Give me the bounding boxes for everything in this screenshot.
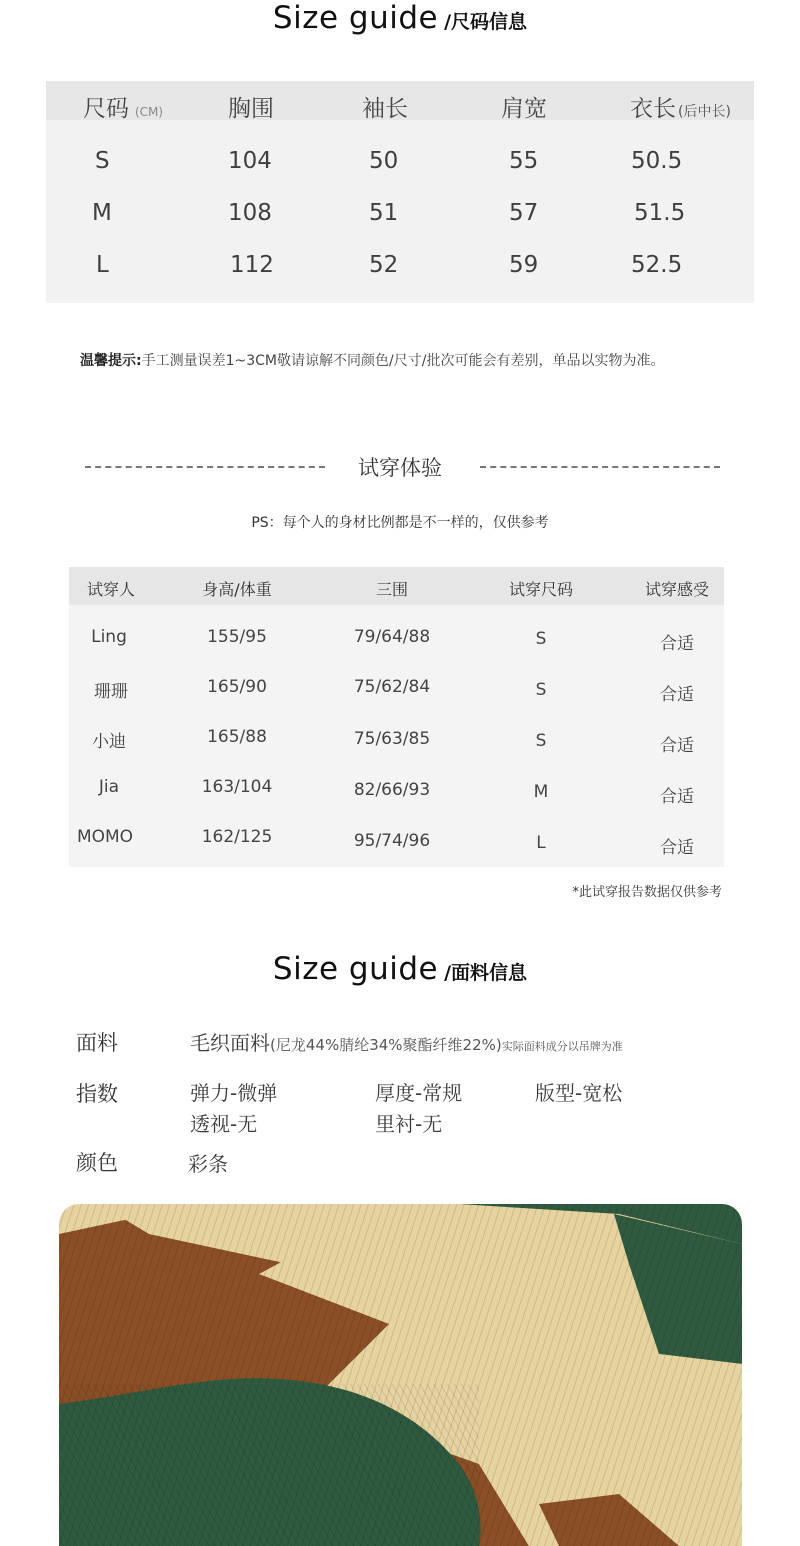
header-size — [83, 90, 163, 123]
size-row-0-shoulder: 55 — [509, 148, 539, 174]
tryon-ps-note: PS：每个人的身材比例都是不一样的，仅供参考 — [251, 515, 549, 531]
tryon-row-0-measurements: 79/64/88 — [353, 627, 431, 647]
knit-texture-fuzz — [59, 1384, 479, 1546]
tryon-row-0-height-weight: 155/95 — [207, 627, 267, 647]
tryon-row-2-person: 小迪 — [92, 732, 126, 752]
tryon-row-4-height-weight: 162/125 — [201, 827, 273, 847]
index-transparency: 透视-无 — [190, 1112, 258, 1136]
size-guide-heading: Size guide — [272, 0, 439, 36]
tryon-title: 试穿体验 — [358, 456, 442, 480]
size-row-0-sleeve: 50 — [369, 148, 399, 174]
size-row-0-size: S — [95, 148, 110, 174]
size-guide-title — [0, 0, 800, 38]
tryon-row-1-person: 珊珊 — [94, 682, 128, 702]
tryon-row-2-measurements: 75/63/85 — [353, 729, 431, 749]
header-length-label: 衣长 — [630, 96, 676, 122]
tryon-row-0-size: S — [535, 629, 547, 649]
size-row-1-length: 51.5 — [634, 200, 686, 226]
header-shoulder: 肩宽 — [501, 96, 547, 122]
header-sleeve: 袖长 — [362, 96, 408, 122]
fabric-guide-title — [0, 951, 800, 991]
index-thickness: 厚度-常规 — [375, 1081, 463, 1105]
fabric-value-line — [190, 1027, 623, 1056]
tryon-row-1-measurements: 75/62/84 — [353, 677, 431, 697]
fabric-label: 面料 — [76, 1031, 118, 1055]
tryon-table — [69, 567, 724, 867]
index-fit: 版型-宽松 — [535, 1081, 623, 1105]
tryon-row-4-person: MOMO — [76, 827, 134, 847]
knit-fabric-photo — [59, 1204, 742, 1546]
index-label: 指数 — [76, 1082, 118, 1106]
size-row-2-shoulder: 59 — [509, 252, 539, 278]
fabric-value: 毛织面料 — [190, 1031, 270, 1055]
size-row-2-size: L — [96, 252, 109, 278]
size-row-1-size: M — [92, 200, 112, 226]
knit-fabric-illustration — [59, 1204, 742, 1546]
tryon-row-3-size: M — [533, 782, 549, 802]
header-tryon-size: 试穿尺码 — [508, 580, 574, 599]
tryon-row-4-measurements: 95/74/96 — [353, 831, 431, 851]
size-row-2-length: 52.5 — [631, 252, 683, 278]
header-size-unit: (CM) — [135, 105, 164, 119]
index-lining: 里衬-无 — [375, 1112, 443, 1136]
fabric-guide-subtitle: /面料信息 — [444, 962, 528, 984]
size-row-1-shoulder: 57 — [509, 200, 539, 226]
header-chest: 胸围 — [228, 96, 274, 122]
fabric-note: 实际面料成分以吊牌为准 — [501, 1040, 623, 1053]
fabric-composition: (尼龙44%腈纶34%聚酯纤维22%) — [270, 1036, 502, 1054]
color-value: 彩条 — [188, 1152, 228, 1176]
tryon-row-0-person: Ling — [91, 627, 127, 647]
header-length-note: (后中长) — [678, 104, 731, 120]
size-row-2-chest: 112 — [230, 252, 274, 278]
header-feeling: 试穿感受 — [644, 580, 710, 599]
size-table — [46, 81, 754, 303]
size-row-1-chest: 108 — [228, 200, 272, 226]
notice-text: 手工测量误差1~3CM敬请谅解不同颜色/尺寸/批次可能会有差别，单品以实物为准。 — [141, 353, 665, 369]
index-elasticity: 弹力-微弹 — [190, 1081, 278, 1105]
tryon-row-2-size: S — [535, 731, 547, 751]
tryon-report-note: *此试穿报告数据仅供参考 — [572, 885, 722, 900]
fabric-guide-heading: Size guide — [272, 951, 439, 987]
notice-label: 温馨提示: — [80, 353, 142, 369]
tryon-row-3-height-weight: 163/104 — [201, 777, 273, 797]
tryon-row-0-feeling: 合适 — [660, 634, 694, 654]
tryon-row-3-measurements: 82/66/93 — [353, 780, 431, 800]
header-measurements: 三围 — [375, 580, 409, 599]
size-row-0-chest: 104 — [228, 148, 272, 174]
tryon-row-1-height-weight: 165/90 — [207, 677, 267, 697]
header-person: 试穿人 — [86, 580, 136, 599]
header-length — [630, 90, 731, 123]
tryon-row-4-size: L — [536, 833, 546, 853]
size-row-0-length: 50.5 — [631, 148, 683, 174]
header-size-label: 尺码 — [83, 96, 129, 122]
tryon-row-1-feeling: 合适 — [660, 685, 694, 705]
size-guide-subtitle: /尺码信息 — [444, 11, 528, 33]
header-height-weight: 身高/体重 — [202, 580, 272, 599]
color-label: 颜色 — [76, 1151, 118, 1175]
size-row-1-sleeve: 51 — [369, 200, 399, 226]
tryon-row-1-size: S — [535, 680, 547, 700]
size-row-2-sleeve: 52 — [369, 252, 399, 278]
tryon-row-2-height-weight: 165/88 — [207, 727, 267, 747]
tryon-row-2-feeling: 合适 — [660, 736, 694, 756]
tryon-row-3-person: Jia — [98, 777, 120, 797]
tryon-row-3-feeling: 合适 — [660, 787, 694, 807]
measurement-notice — [80, 350, 664, 370]
tryon-row-4-feeling: 合适 — [660, 838, 694, 858]
